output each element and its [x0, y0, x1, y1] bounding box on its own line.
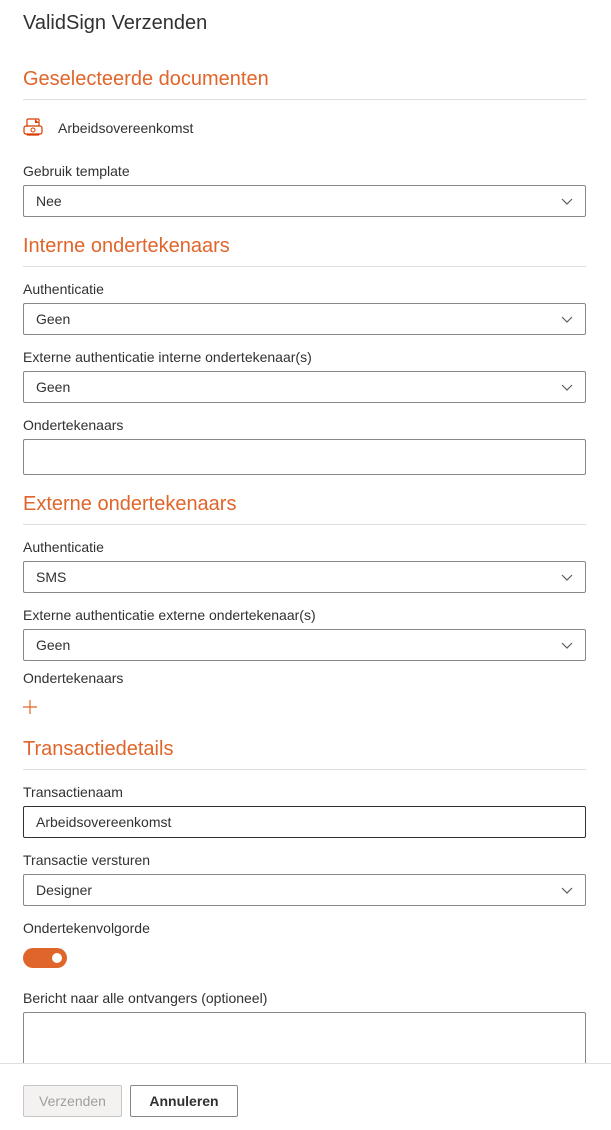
section-divider	[23, 769, 586, 770]
transaction-send-dropdown[interactable]	[23, 874, 586, 906]
internal-auth-dropdown[interactable]	[23, 303, 586, 335]
external-signers-label: Ondertekenaars	[23, 670, 124, 686]
section-divider	[23, 266, 586, 267]
section-divider	[23, 524, 586, 525]
message-label: Bericht naar alle ontvangers (optioneel)	[23, 990, 268, 1006]
transaction-name-value: Arbeidsovereenkomst	[36, 814, 172, 830]
external-auth-label: Authenticatie	[23, 539, 104, 555]
dialog-footer	[0, 1063, 611, 1130]
chevron-down-icon	[561, 194, 573, 208]
external-auth-dropdown[interactable]	[23, 561, 586, 593]
external-ext-auth-dropdown[interactable]	[23, 629, 586, 661]
transaction-name-input[interactable]	[23, 806, 586, 838]
internal-signers-label: Ondertekenaars	[23, 417, 124, 433]
chevron-down-icon	[561, 883, 573, 897]
chevron-down-icon	[561, 380, 573, 394]
external-ext-auth-label: Externe authenticatie externe ondertekenaar(s)	[23, 607, 316, 623]
section-divider	[23, 99, 586, 100]
template-dropdown[interactable]	[23, 185, 586, 217]
template-dropdown-value: Nee	[36, 193, 62, 209]
external-auth-value: SMS	[36, 569, 67, 585]
pdf-document-icon	[23, 117, 43, 139]
toggle-knob	[52, 953, 62, 963]
internal-auth-label: Authenticatie	[23, 281, 104, 297]
transaction-heading: Transactiedetails	[23, 738, 174, 760]
transaction-name-label: Transactienaam	[23, 784, 123, 800]
chevron-down-icon	[561, 312, 573, 326]
signing-order-toggle[interactable]	[23, 948, 67, 968]
internal-signers-input[interactable]	[23, 439, 586, 475]
internal-ext-auth-dropdown[interactable]	[23, 371, 586, 403]
internal-auth-value: Geen	[36, 311, 71, 327]
transaction-send-label: Transactie versturen	[23, 852, 151, 868]
plus-icon[interactable]	[22, 699, 38, 715]
internal-ext-auth-value: Geen	[36, 379, 71, 395]
signing-order-label: Ondertekenvolgorde	[23, 920, 150, 936]
template-label: Gebruik template	[23, 163, 130, 179]
documents-heading: Geselecteerde documenten	[23, 68, 269, 90]
cancel-button[interactable]: Annuleren	[130, 1085, 238, 1117]
internal-ext-auth-label: Externe authenticatie interne ondertekenaar(s)	[23, 349, 312, 365]
external-ext-auth-value: Geen	[36, 637, 71, 653]
transaction-send-value: Designer	[36, 882, 93, 898]
chevron-down-icon	[561, 570, 573, 584]
send-button[interactable]: Verzenden	[23, 1085, 122, 1117]
internal-signers-heading: Interne ondertekenaars	[23, 235, 230, 257]
document-name: Arbeidsovereenkomst	[58, 120, 194, 136]
dialog-title: ValidSign Verzenden	[23, 12, 208, 34]
external-signers-heading: Externe ondertekenaars	[23, 493, 237, 515]
chevron-down-icon	[561, 638, 573, 652]
